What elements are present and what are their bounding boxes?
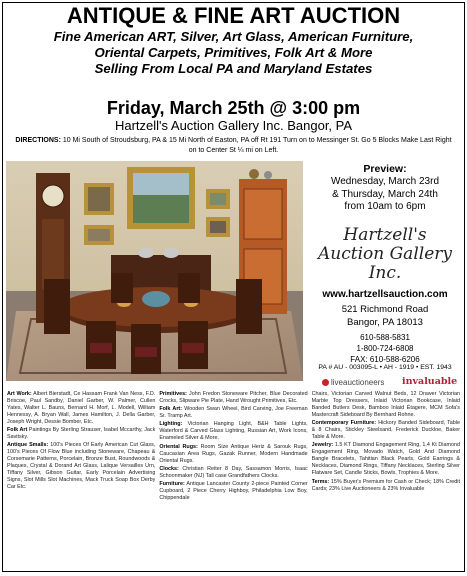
preview-heading: Preview:	[363, 163, 407, 175]
preview-line-1: Wednesday, March 23rd	[330, 176, 440, 187]
auction-venue: Hartzell's Auction Gallery Inc. Bangor, PA	[114, 118, 353, 133]
item-listings	[7, 391, 460, 569]
listing-paragraph: Art Work: Albert Bierstadt, Ce Hassam Frank Van Ness, F.D. Briscoe, Paul Sandby, Daniel Garber, W. Palmer, Cullen Yates, Walter L. Bauns, Bernard H. Morf, L. Modell, William Hennessy, A. Bryan Wall, James Hamilton, J. Della Garber, Joseph Wright, Dessie Bomber, Etc.	[7, 391, 156, 425]
gallery-logo	[312, 226, 458, 283]
listing-paragraph: Oriental Rugs: Room Size Antique Heriz & Sarouk Rugs, Caucasian Area Rugs, Gazak Runner, Modern Handmade Oriental Rugs.	[159, 443, 308, 464]
fax: FAX: 610-588-6206	[350, 354, 420, 364]
phone-1: 610-588-5831	[360, 332, 410, 342]
dining-room-illustration	[6, 161, 303, 381]
logo-line-2: Auction Gallery	[318, 243, 452, 264]
listing-paragraph: Primitives: John Fredon Stoneware Pitcher, Blue Decorated Crocks, Slipware Pie Plate, Hand Wrought Primitives, Etc.	[159, 391, 308, 404]
auction-flyer	[2, 2, 465, 572]
listing-column-2	[159, 391, 307, 569]
listing-paragraph: Clocks: Christian Reiter 8 Day, Sassamon Morris, Isaac Schoonmaker (NJ) Tall case Grandfathers Clocks.	[159, 465, 308, 479]
bidding-platforms	[306, 376, 464, 390]
address-line-2: Bangor, PA 18013	[347, 316, 423, 328]
auction-date: Friday, March 25th @ 3:00 pm	[106, 98, 361, 118]
listing-paragraph: Chairs, Victorian Carved Walnut Beds, 12 Drawer Victorian Marble Top Dressers, Inlaid Victorian Bookcase, Inlaid Banded Butlers Desk, Bamboo Inlaid Étagere, MCM Sofa's Mastercraft Sideboard By Bernhard Rohne.	[311, 391, 460, 418]
subtitle-line-1: Fine American ART, Silver, Art Glass, American Furniture,	[53, 29, 414, 44]
address-line-1: 521 Richmond Road	[341, 303, 429, 315]
directions	[11, 136, 456, 155]
listing-column-3	[312, 391, 460, 569]
logo-line-3: Inc.	[368, 262, 402, 283]
listing-paragraph: Jewelry: 1.5 KT Diamond Engagement Ring, 1.4 Kt Diamond Engagement Ring, Movado Watch, Gold And Diamond Bangle Bracelets, Tahitian Black Pearls, Gold Earrings & Necklaces, Diamond Rings, Tiffany Necklaces, Sterling Silver Flatware Set, Candle Sticks, Bowls, Trophies & More.	[311, 442, 460, 477]
preview-line-3: from 10am to 6pm	[344, 201, 426, 212]
listing-paragraph: Lighting: Victorian Hanging Light, B&H Table Lights, Waterford & Carved Glass Lighting, Russian Art, Work Icons, Enameled Silver & More.	[159, 421, 308, 442]
liveauctioneers-logo	[322, 378, 384, 387]
subtitle-line-2: Oriental Carpets, Primitives, Folk Art & More	[94, 45, 373, 60]
logo-line-1: Hartzell's	[343, 224, 427, 245]
listing-paragraph: Antique Smalls: 100's Pieces Of Early American Cut Glass, 100's Pieces Of Flow Blue including Stoneware, Chapeau & Corsemarie Patterns, Porcelain, Bronze Bust, Roundwoods & Plaques, Crystal & Dorand Art Glass, Lalique Versailles Urn, Tiffany Silver, Gibson Guitar, Early Porcelain Advertising Signs, Slot Mills Slot Machines, Mack Truck Soap Box Derby Car Etc.	[7, 442, 156, 491]
auction-items-photo	[6, 161, 303, 381]
preview-line-2: & Thursday, March 24th	[332, 188, 438, 200]
listing-paragraph: Furniture: Antique Lancaster County 2-piece Painted Corner Cupboard, 2 Piece Cherry Highboy, Philadelphia Low Boy, Chippendale	[159, 480, 308, 501]
directions-label: DIRECTIONS:	[15, 137, 61, 144]
website-link[interactable]: www.hartzellsauction.com	[322, 288, 448, 300]
liveauctioneers-text: liveauctioneers	[331, 378, 385, 387]
subtitle-line-3: Selling From Local PA and Maryland Estates	[94, 61, 373, 76]
invaluable-logo: invaluable	[402, 376, 458, 387]
phone-2: 1-800-724-6808	[356, 343, 414, 353]
listing-paragraph: Contemporary Furniture: Hickory Banded Sideboard, Table & 8 Chairs, Stickley Steelsand, Frederick Duckloe, Baker Table & More.	[311, 420, 460, 441]
listing-paragraph: Folk Art Paintings By Sterling Strauser, Isabel Mccarthy, Jack Savitsky.	[7, 427, 156, 441]
directions-text: 10 Mi South of Stroudsburg, PA & 15 Mi North of Easton, PA off Rt 191 Turn on to Messinger St. Go 5 Blocks Make Last Right on to Center St ¼ mi on Left.	[62, 137, 452, 154]
listing-paragraph: Folk Art: Wooden Swan Wheel, Bird Carving, Joe Freeman Sr. Tramp Art.	[159, 406, 308, 420]
license-number: PA # AU - 003095-L • AH - 1919 • EST. 1943	[318, 364, 452, 371]
liveauctioneers-dot-icon	[322, 379, 329, 386]
gallery-info-panel	[306, 161, 464, 386]
auction-title: ANTIQUE & FINE ART AUCTION	[66, 3, 401, 28]
listing-column-1	[7, 391, 155, 569]
listing-paragraph: Terms: 15% Buyer's Premium for Cash or Check; 18% Credit Cards; 23% Live Auctioneers & 23% Invaluable	[311, 478, 460, 492]
